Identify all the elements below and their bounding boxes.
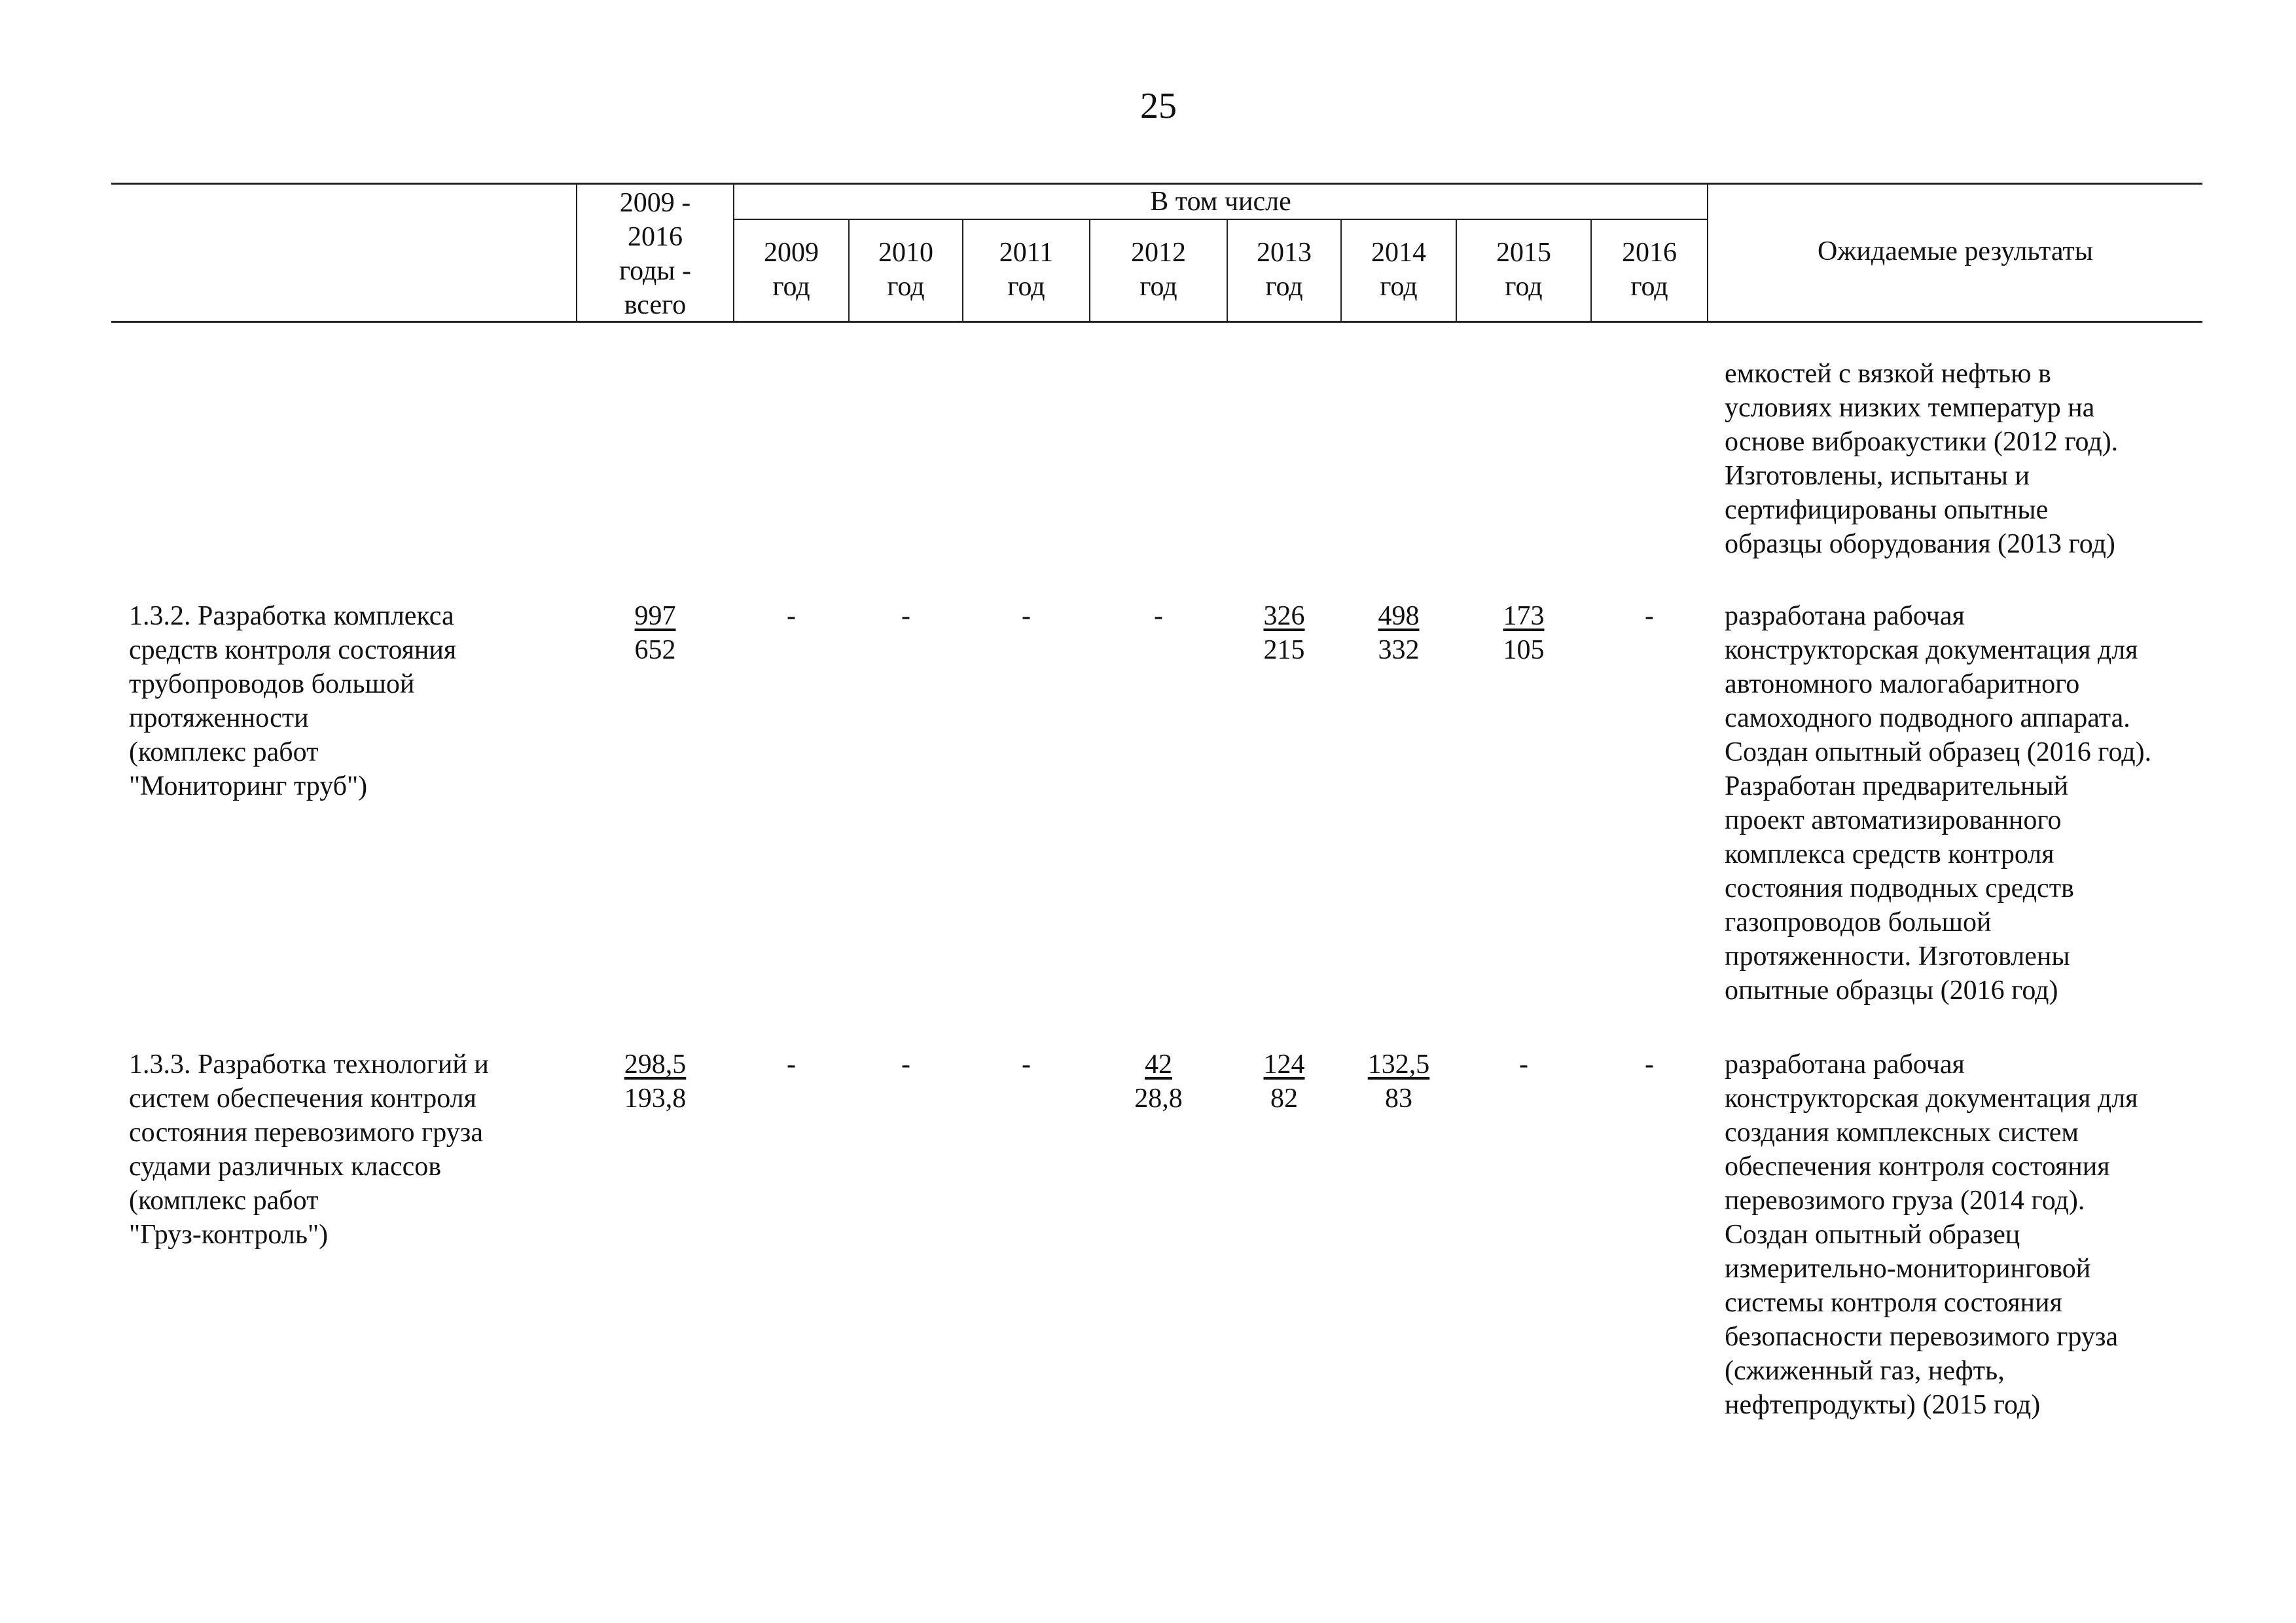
results-line: Разработан предварительный xyxy=(1725,771,2069,801)
header-year-2010 xyxy=(850,236,962,304)
page-number: 25 xyxy=(1140,86,1177,126)
header-total-line: годы - xyxy=(619,256,692,286)
results-line: разработана рабочая xyxy=(1725,1049,1965,1080)
cell-top-value: 132,5 xyxy=(1367,1049,1430,1080)
cell-top-value: - xyxy=(787,1049,796,1080)
results-line: (сжиженный газ, нефть, xyxy=(1725,1356,2005,1386)
cell-top-value: 997 xyxy=(634,601,676,631)
year-label: 2009 xyxy=(764,238,819,268)
cell-total xyxy=(577,1048,733,1116)
results-line: автономного малогабаритного xyxy=(1725,669,2080,699)
row-name-line: судами различных классов xyxy=(129,1152,442,1182)
results-line: обеспечения контроля состояния xyxy=(1725,1152,2110,1182)
cell-bottom-value: 215 xyxy=(1263,635,1305,665)
cell-top-value: - xyxy=(1645,601,1654,631)
cell-bottom-value: 105 xyxy=(1503,635,1545,665)
year-label: 2013 xyxy=(1257,238,1312,268)
cell-top-value: - xyxy=(1022,601,1031,631)
results-line: опытные образцы (2016 год) xyxy=(1725,976,2058,1006)
cell-top-value: - xyxy=(1022,1049,1031,1080)
results-line: Изготовлены, испытаны и xyxy=(1725,461,2030,491)
results-line: нефтепродукты) (2015 год) xyxy=(1725,1390,2041,1420)
header-year-2009 xyxy=(734,236,848,304)
continuation-results xyxy=(1725,357,2118,561)
results-line: состояния подводных средств xyxy=(1725,873,2074,903)
cell-top-value: 124 xyxy=(1263,1049,1305,1080)
cell-2015 xyxy=(1457,599,1590,667)
row-name-line: средств контроля состояния xyxy=(129,635,457,665)
row-name-line: "Мониторинг труб") xyxy=(129,771,368,801)
year-label: 2011 xyxy=(999,238,1054,268)
cell-2012 xyxy=(1090,1048,1227,1116)
cell-bottom-value: 332 xyxy=(1378,635,1420,665)
cell-top-value: 498 xyxy=(1378,601,1420,631)
results-line: основе виброакустики (2012 год). xyxy=(1725,427,2119,457)
results-line: создания комплексных систем xyxy=(1725,1118,2079,1148)
results-line: конструкторская документация для xyxy=(1725,1084,2138,1114)
cell-2013 xyxy=(1228,1048,1340,1116)
year-unit: год xyxy=(1630,272,1668,302)
cell-2015 xyxy=(1457,1048,1590,1082)
cell-2016 xyxy=(1592,1048,1707,1082)
year-unit: год xyxy=(1380,272,1418,302)
cell-top-value: - xyxy=(901,601,910,631)
cell-bottom-value: 83 xyxy=(1385,1084,1412,1114)
row-name xyxy=(129,1048,489,1252)
header-group-divider xyxy=(733,219,1708,220)
cell-total xyxy=(577,599,733,667)
year-label: 2012 xyxy=(1131,238,1186,268)
cell-2011 xyxy=(963,599,1089,633)
cell-2011 xyxy=(963,1048,1089,1082)
row-name-line: трубопроводов большой xyxy=(129,669,415,699)
year-unit: год xyxy=(772,272,810,302)
results-line: Создан опытный образец (2016 год). xyxy=(1725,737,2152,767)
year-unit: год xyxy=(1007,272,1045,302)
year-label: 2015 xyxy=(1496,238,1551,268)
cell-top-value: 42 xyxy=(1145,1049,1172,1080)
cell-bottom-value: 193,8 xyxy=(624,1084,687,1114)
year-unit: год xyxy=(1139,272,1177,302)
cell-top-value: - xyxy=(787,601,796,631)
cell-top-value: - xyxy=(901,1049,910,1080)
results-line: емкостей с вязкой нефтью в xyxy=(1725,359,2051,389)
header-bottom-border xyxy=(111,321,2202,323)
results-line: Создан опытный образец xyxy=(1725,1220,2020,1250)
results-line: газопроводов большой xyxy=(1725,907,1992,938)
header-total-line: всего xyxy=(624,290,687,320)
header-year-2016 xyxy=(1592,236,1707,304)
header-year-2011 xyxy=(963,236,1089,304)
header-total-line: 2009 - xyxy=(619,188,691,218)
cell-bottom-value: 28,8 xyxy=(1134,1084,1183,1114)
results-line: измерительно-мониторинговой xyxy=(1725,1254,2091,1284)
row-name-line: (комплекс работ xyxy=(129,737,319,767)
cell-2014 xyxy=(1342,1048,1456,1116)
header-year-2013 xyxy=(1228,236,1340,304)
cell-2009 xyxy=(734,1048,848,1082)
cell-top-value: 173 xyxy=(1503,601,1545,631)
year-unit: год xyxy=(1505,272,1543,302)
year-label: 2010 xyxy=(878,238,933,268)
header-results-label: Ожидаемые результаты xyxy=(1818,236,2093,266)
header-total-line: 2016 xyxy=(628,222,683,252)
cell-2012 xyxy=(1090,599,1227,633)
results-line: проект автоматизированного xyxy=(1725,805,2062,835)
year-label: 2016 xyxy=(1622,238,1677,268)
cell-bottom-value: 652 xyxy=(634,635,676,665)
results-line: самоходного подводного аппарата. xyxy=(1725,703,2130,733)
row-name-line: систем обеспечения контроля xyxy=(129,1084,476,1114)
year-label: 2014 xyxy=(1371,238,1426,268)
row-results xyxy=(1725,599,2151,1008)
results-line: конструкторская документация для xyxy=(1725,635,2138,665)
year-unit: год xyxy=(887,272,925,302)
results-line: комплекса средств контроля xyxy=(1725,839,2054,869)
row-name-line: "Груз-контроль") xyxy=(129,1220,329,1250)
row-name xyxy=(129,599,456,803)
row-name-line: (комплекс работ xyxy=(129,1186,319,1216)
results-line: безопасности перевозимого груза xyxy=(1725,1322,2119,1352)
row-name-line: 1.3.2. Разработка комплекса xyxy=(129,601,454,631)
cell-top-value: - xyxy=(1519,1049,1528,1080)
header-year-2012 xyxy=(1090,236,1227,304)
row-name-line: состояния перевозимого груза xyxy=(129,1118,483,1148)
results-line: сертифицированы опытные xyxy=(1725,495,2049,525)
row-name-line: протяженности xyxy=(129,703,309,733)
cell-2016 xyxy=(1592,599,1707,633)
cell-top-value: 326 xyxy=(1263,601,1305,631)
results-line: протяженности. Изготовлены xyxy=(1725,941,2070,972)
header-year-2015 xyxy=(1457,236,1590,304)
results-line: системы контроля состояния xyxy=(1725,1288,2062,1318)
cell-2010 xyxy=(850,1048,962,1082)
results-line: перевозимого груза (2014 год). xyxy=(1725,1186,2085,1216)
cell-2014 xyxy=(1342,599,1456,667)
results-line: разработана рабочая xyxy=(1725,601,1965,631)
header-year-2014 xyxy=(1342,236,1456,304)
cell-top-value: - xyxy=(1154,601,1163,631)
cell-bottom-value: 82 xyxy=(1270,1084,1298,1114)
results-line: условиях низких температур на xyxy=(1725,393,2095,423)
header-total-column xyxy=(577,186,733,322)
header-group-label: В том числе xyxy=(1150,187,1291,217)
cell-2010 xyxy=(850,599,962,633)
row-results xyxy=(1725,1048,2138,1422)
cell-2009 xyxy=(734,599,848,633)
results-line: образцы оборудования (2013 год) xyxy=(1725,529,2115,559)
row-name-line: 1.3.3. Разработка технологий и xyxy=(129,1049,489,1080)
cell-2013 xyxy=(1228,599,1340,667)
cell-top-value: 298,5 xyxy=(624,1049,687,1080)
cell-top-value: - xyxy=(1645,1049,1654,1080)
year-unit: год xyxy=(1265,272,1303,302)
